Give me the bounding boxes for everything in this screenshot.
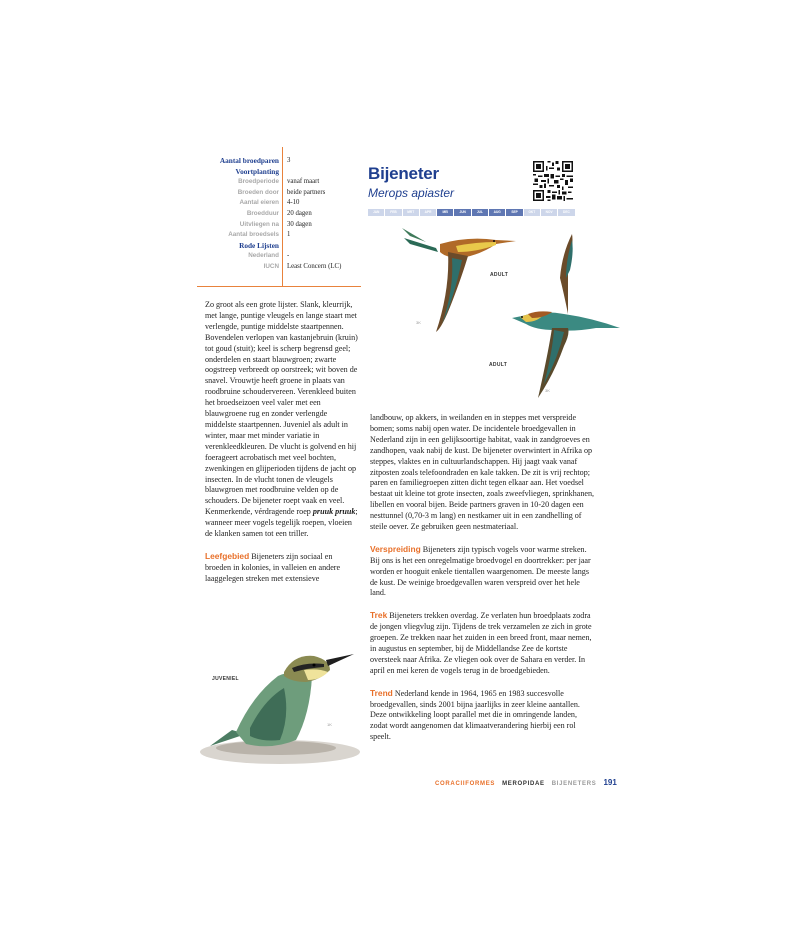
adult-label-2: ADULT bbox=[489, 362, 508, 368]
month-cell: APR bbox=[420, 209, 436, 216]
month-cell: JUN bbox=[454, 209, 470, 216]
month-cell: AUG bbox=[489, 209, 505, 216]
factsheet-value bbox=[279, 167, 287, 178]
habitat-heading: Leefgebied bbox=[205, 550, 250, 561]
footer-order: CORACIIFORMES bbox=[435, 781, 496, 787]
month-cell: FEB bbox=[385, 209, 401, 216]
distribution-heading: Verspreiding bbox=[370, 543, 421, 554]
factsheet-value: 4-10 bbox=[287, 199, 300, 207]
factsheet-key: Aantal eieren bbox=[239, 199, 279, 207]
factsheet-value: beide partners bbox=[287, 188, 326, 196]
factsheet-value: vanaf maart bbox=[287, 178, 320, 186]
factsheet-key: Uitvliegen na bbox=[239, 220, 279, 228]
factsheet-key: Aantal broedparen bbox=[219, 156, 279, 165]
month-cell: OKT bbox=[524, 209, 540, 216]
month-cell: SEP bbox=[506, 209, 522, 216]
month-cell: NOV bbox=[541, 209, 557, 216]
adult-label-1: ADULT bbox=[490, 272, 509, 278]
age-code-3: 1K bbox=[327, 722, 332, 727]
text-column-2 bbox=[370, 413, 596, 743]
intro-text-1: Zo groot als een grote lijster. Slank, kleurrijk, met lange, puntige vleugels en lange staart met verlengde, puntige middelste staartpennen. Bovendelen verlopen van kastanjebruin (kruin) tot goud (stuit); keel is scherp begrensd geel; onderdelen en staart blauwgroen; zwarte oogstreep verbreedt op oorstreek; wit boven de snavel. Vrouwtje heeft groene in plaats van roodbruine schoudervereen. Verenkleed buiten het broedseizoen veel valer met een blauwgroene rug en zonder verlengde middelste staartpennen. Juveniel als adult in winter, maar met minder variatie in verenkleedkleuren. De vlucht is golvend en hij foerageert acrobatisch met veel bochten, zwenkingen en glijperioden tijdens de jacht op insecten. In de vlucht tonen de vleugels blauwgroen met roodbruine velden op de schouders. De bijeneter roept vaak en veel. Kenmerkende, vérdragende roep bbox=[205, 300, 358, 517]
distribution-text: Bijeneters zijn typisch vogels voor warme streken. Bij ons is het een onregelmatige broedvogel en doortrekker: per jaar worden er hooguit enkele tientallen waargenomen. De meeste langs de kust. De weinige broedgevallen waren verspreid over het hele land. bbox=[370, 544, 591, 598]
call-text: pruuk pruuk bbox=[312, 507, 356, 517]
factsheet-divider-horizontal bbox=[197, 286, 361, 287]
species-latin-name: Merops apiaster bbox=[368, 186, 455, 200]
factsheet-key: Aantal broedsels bbox=[228, 231, 279, 239]
month-cell: MRT bbox=[403, 209, 419, 216]
page-footer bbox=[435, 778, 617, 787]
factsheet-key: IUCN bbox=[263, 262, 279, 270]
distribution-paragraph bbox=[370, 544, 596, 600]
factsheet-value: 1 bbox=[287, 231, 291, 239]
habitat-text-1: Bijeneters zijn sociaal en broeden in kolonies, in valleien en andere laaggelegen streken met extensieve bbox=[205, 551, 341, 583]
month-bar bbox=[368, 209, 575, 216]
adult-flying-illustration-2 bbox=[508, 234, 624, 400]
habitat-paragraph-continued: landbouw, op akkers, in weilanden en in steppes met verspreide bomen; soms nabij open water. De incidentele broedgevallen in Nederland zijn in een gelijksoortige habitat, vaak in zandgroeves en zandhopen, vaak nabij de kust. De bijeneter overwintert in Afrika op steppes, vlaktes en in cultuurlandschappen. Hij jaagt vaak vanaf zitposten zoals telefoondraden en kale takken. De zit is vrij rechtop; paren en familiegroepen zitten dicht tegen elkaar aan. Het voedsel bestaat uit kleine tot grote insecten, zoals zweefvliegen, sprinkhanen, libellen en vooral bijen. Beide partners graven in 10-20 dagen een nesttunnel (0,70-3 m lang) en nestkamer uit in een zandhelling of steile oever. Ze gebruiken geen nestmateriaal. bbox=[370, 413, 595, 532]
footer-group: BIJENETERS bbox=[551, 781, 597, 787]
intro-text-2: ; wanneer meer vogels tegelijk roepen, vloeien de klanken samen tot een triller. bbox=[205, 507, 358, 539]
factsheet-key: Broedduur bbox=[246, 209, 279, 217]
juvenile-perched-illustration bbox=[180, 636, 358, 768]
factsheet-key: Broedperiode bbox=[238, 178, 279, 186]
intro-paragraph bbox=[205, 300, 358, 540]
adult-flying-illustration bbox=[396, 228, 518, 336]
factsheet-key: Rode Lijsten bbox=[239, 240, 279, 250]
factsheet-key: Voortplanting bbox=[235, 166, 279, 176]
factsheet-value: 3 bbox=[287, 157, 291, 164]
footer-family: MEROPIDAE bbox=[502, 781, 545, 787]
factsheet-key: Nederland bbox=[248, 252, 279, 260]
species-title: Bijeneter bbox=[368, 164, 439, 183]
age-code-2: 3K bbox=[545, 388, 550, 393]
migration-paragraph bbox=[370, 610, 596, 676]
month-cell: DEC bbox=[558, 209, 574, 216]
factsheet-value: - bbox=[287, 252, 290, 260]
factsheet-value: Least Concern (LC) bbox=[287, 262, 342, 270]
trend-heading: Trend bbox=[370, 687, 393, 698]
age-code-1: 3K bbox=[416, 320, 421, 325]
text-column-1 bbox=[205, 300, 358, 585]
trend-text: Nederland kende in 1964, 1965 en 1983 succesvolle broedgevallen, sinds 2001 bijna jaarlijks in zeer kleine aantallen. Deze ontwikkeling loopt parallel met die in omringende landen, zodat wordt aangenomen dat klimaatverandering hierbij een rol speelt. bbox=[370, 688, 580, 742]
factsheet-value: 20 dagen bbox=[287, 209, 312, 217]
month-cell: JUL bbox=[472, 209, 488, 216]
juvenile-label: JUVENIEL bbox=[212, 676, 239, 682]
migration-heading: Trek bbox=[370, 610, 388, 621]
page-number: 191 bbox=[603, 778, 617, 787]
habitat-paragraph bbox=[205, 551, 358, 585]
factsheet-divider-vertical bbox=[282, 147, 283, 286]
migration-text: Bijeneters trekken overdag. Ze verlaten hun broedplaats zodra de jongen vliegvlug zijn. Tijdens de trek verzamelen ze zich in grote groepen. Ze trekken naar het zuiden in een breed front, maar nemen, in augustus en september, bij de Middellandse Zee de kortste oversteek naar Afrika. Ze vliegen ook over de Sahara en verder. In april en mei keren de vogels terug in de broedgebieden. bbox=[370, 611, 592, 675]
qr-code-icon[interactable] bbox=[533, 161, 573, 201]
factsheet-value bbox=[279, 241, 287, 252]
factsheet-key: Broeden door bbox=[237, 188, 279, 196]
month-cell: JAN bbox=[368, 209, 384, 216]
factsheet-value: 30 dagen bbox=[287, 220, 312, 228]
month-cell: MEI bbox=[437, 209, 453, 216]
trend-paragraph bbox=[370, 688, 596, 744]
